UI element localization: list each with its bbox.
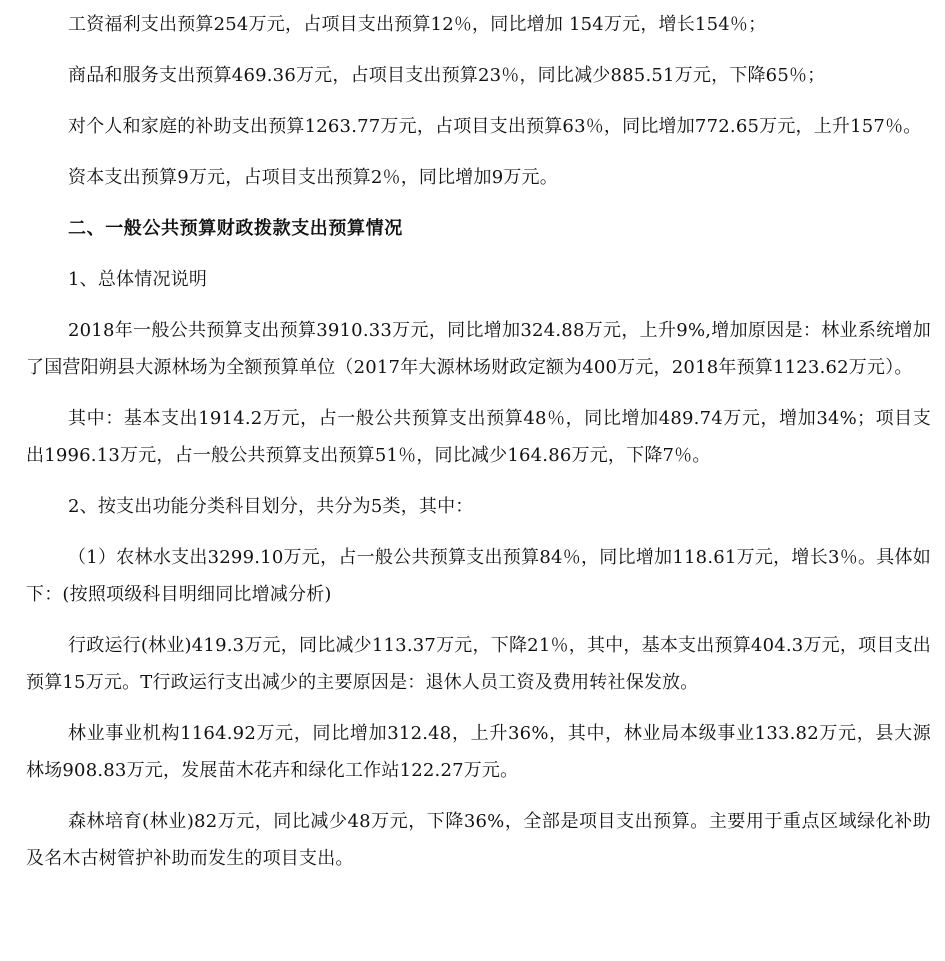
paragraph-agriculture-forestry-water: （1）农林水支出3299.10万元，占一般公共预算支出预算84％，同比增加118.61万元，增长3％。具体如下：(按照项级科目明细同比增减分析) [26, 547, 931, 605]
paragraph-goods-services: 商品和服务支出预算469.36万元，占项目支出预算23％，同比减少885.51万元，下降65％； [68, 65, 826, 86]
subheading-functional-classification: 2、按支出功能分类科目划分，共分为5类，其中： [68, 496, 474, 517]
paragraph-basic-project-split: 其中：基本支出1914.2万元，占一般公共预算支出预算48％，同比增加489.74万元，增加34%；项目支出1996.13万元，占一般公共预算支出预算51％，同比减少164.86万元，下降7％。 [26, 408, 931, 466]
paragraph-forestry-institutions: 林业事业机构1164.92万元，同比增加312.48，上升36%，其中，林业局本级事业133.82万元，县大源林场908.83万元，发展苗木花卉和绿化工作站122.27万元。 [26, 723, 931, 781]
subheading-overview: 1、总体情况说明 [68, 269, 208, 290]
section-heading-general-budget: 二、一般公共预算财政拨款支出预算情况 [68, 218, 403, 239]
paragraph-individual-household-subsidy: 对个人和家庭的补助支出预算1263.77万元，占项目支出预算63％，同比增加772.65万元，上升157％。 [68, 116, 922, 137]
paragraph-capital-expenditure: 资本支出预算9万元，占项目支出预算2％，同比增加9万元。 [68, 167, 558, 188]
paragraph-administrative-operation: 行政运行(林业)419.3万元，同比减少113.37万元，下降21％，其中，基本支出预算404.3万元，项目支出预算15万元。T行政运行支出减少的主要原因是：退休人员工资及费用转社保发放。 [26, 635, 931, 693]
paragraph-2018-total: 2018年一般公共预算支出预算3910.33万元，同比增加324.88万元，上升9%,增加原因是：林业系统增加了国营阳朔县大源林场为全额预算单位（2017年大源林场财政定额为400万元，2018年预算1123.62万元）。 [26, 320, 931, 378]
paragraph-salary-welfare: 工资福利支出预算254万元，占项目支出预算12％，同比增加 154万元，增长154％； [68, 14, 767, 35]
paragraph-forest-cultivation: 森林培育(林业)82万元，同比减少48万元，下降36%，全部是项目支出预算。主要用于重点区域绿化补助及名木古树管护补助而发生的项目支出。 [26, 811, 931, 869]
